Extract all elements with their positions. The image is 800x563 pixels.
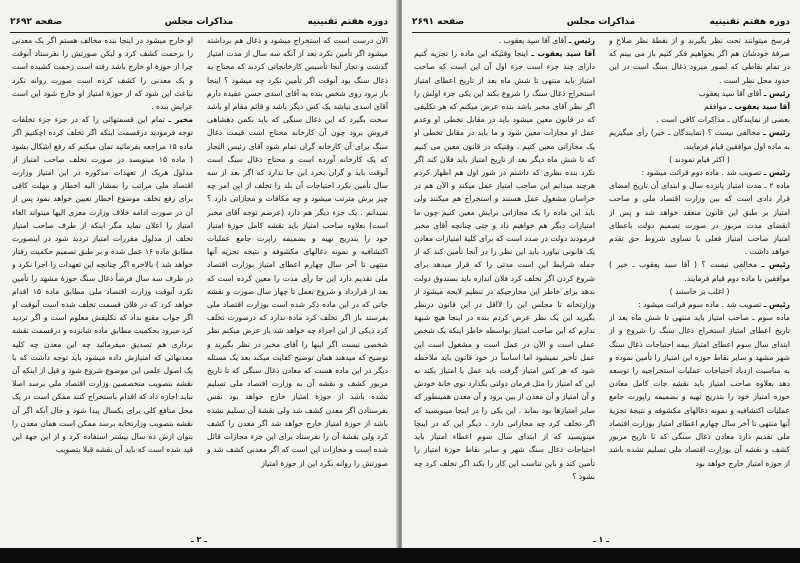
page-title: مذاکرات مجلس: [566, 17, 636, 27]
paragraph: [12, 113, 193, 456]
vote-result: ( اغلب بر خاستند ): [669, 286, 730, 296]
right-page: [402, 0, 800, 548]
right-page-header: [412, 14, 790, 33]
paragraph: [609, 100, 790, 113]
page-number-label: صفحه ۲۶۹۱: [412, 17, 465, 27]
session-label: دوره هفتم تقنینیه: [307, 17, 388, 27]
column-right: [207, 34, 388, 530]
scan-bottom-edge: [0, 548, 800, 563]
speech-text: اینجا وقتیکه این ماده را تجزیه کنیم دارای چند جزء است جزء اول آن این است که صاحب امتیاز باید منتهی تا شش ماه بعد از تاریخ اعطای امتیاز استخراج ذغال سنگ را شروع بکند این یکی جزء اولش را اگر نظر آقای مخبر باشد بنده عرض میکنم که هر تکلیفی که در قانون معین میشود باید در مقابل تخطی او وعدم عمل او مجازات معین شود و ما باید در مقابل تخطی او یک مجازاتی معین کنیم ، وقتیکه در قانون معین می کنیم که تا شش ماه دیگر بعد از تاریخ امتیاز باید فلان کند اگر نکرد بنده نظری که داشتم در شور اول هم اظهار کردم هرچند میدانم این صاحب امتیاز عمل میکند و الآن هم در خراسان مشغول عمل هستند و استخراج هم میکنند ولی باید این ماده را یک مجازاتی برایش معین کنیم چون ما امتیازات دیگر هم خواهیم داد و حتی چنانچه آقای مخبر فرمودند دولت در صدد است که برای کلیهٔ امتیازات معادن یک قانونی بیاورد باید این نظر را در آنجا تأمین کند که از جمله شرایط این است مدتی را که قرار میدهد برای شروع کردن اگر تخلف کرد فلان اندازه باید بصندوق دولت بدهد برای خاطر این مخارجیکه در تنظیم لایحه میشود از وزارتخانه تا مجلس این را لااقل در این قانون درنظر بگیرید این یک نظر عرض کردم بنده در اینجا هیچ شبههٔ ندارم که این صاحب امتیاز بواسطه خاطر اینکه یک شخص عملی است و الآن در عمل است و مشغول است این عمل تأخیر نمیشود اما اساساً در خود قانون باید ملاحظه شود که هر کس امتیاز گرفت باید عمل با امتیاز بکند نه این که امتیاز را مثل فرمان دولتی بگذارد توی خانهٔ خودش و آن امتیاز و آن معدن از بین برود و آن معدن همینطور که سایر امتیازها بود بماند . این یکی را در اینجا مینویسید که اگر تخلف کرد چه مجازاتی دارد . دیگر این که در اینجا مینویسید که از ابتدای سال سوم اعطاء امتیاز باید احتیاجات ذغال سنگ شهر و سایر نقاط حوزهٔ امتیاز را تأمین کند و باین تناسب این کار را بکند اگر تخلف کرد چه بشود ؟: [414, 49, 595, 481]
paragraph: [609, 126, 790, 152]
speaker-name: آقا سید یعقوب ـ: [729, 102, 790, 112]
column-right: [609, 34, 790, 530]
paragraph: او خارج میشود در اینجا بنده مخالف هستم اگر یک معدنی را بزحمت کشف کرد و لیکن صورتش را نفرستاد آنوقت چرا از حوزهٔ او خارج باشد رفته است زحمت کشیده است و یک معدنی را کشف کرده است صورت روانه نکرد نباعث این شود که از حوزهٔ امتیاز او خارج شود این است عرایض بنده .: [12, 36, 193, 112]
speaker-name: رئیس ـ: [763, 168, 790, 178]
speaker-name: رئیس ـ: [568, 36, 595, 45]
paragraph: [609, 258, 790, 284]
speaker-name: رئیس ـ: [761, 260, 790, 270]
speaker-name: آقا سید یعقوب ـ: [531, 49, 595, 59]
speaker-name: رئیس ـ: [763, 88, 790, 98]
speech-text: تصویب شد . ماده دوم قرائت میشود :: [641, 168, 762, 178]
paragraph: [414, 34, 595, 47]
page-footer-number: ـ ۲ ـ: [191, 535, 207, 544]
paragraph: فرسخ میتوانند تحت نظر بگیرند و از نقطهٔ نظر صلاح و صرفهٔ خودشان هم اگر بخواهیم فکر کنیم باز می بینم که در تمام نقاطی که لصور میرود ذغال سنگ است در این حدود محل نظر است .: [609, 36, 790, 85]
speech-text: آقای آقا سید یعقوب .: [498, 36, 567, 45]
page-number-label: صفحه ۲۶۹۲: [10, 17, 63, 27]
speech-text: مخالفی نیست ؟ ( آقا سید یعقوب ـ خیر ) موافقین با ماده دوم قیام فرمایند.: [609, 260, 790, 283]
left-page-header: [10, 14, 388, 33]
page-title: مذاکرات مجلس: [164, 17, 234, 27]
article-text: ماده سوم ـ صاحب امتیاز باید منتهی تا شش ماه بعد از تاریخ اعطای امتیاز استخراج ذغال سنگ را شروع و از ابتدای سال سوم اعطای امتیاز بیمه احتیاجات ذغال سنگ شهر مشهد و سایر نقاط حوزه این امتیاز را تأمین نموده و به مناسبت ازدیاد احتیاجات عملیات استخراجیه را توسعه دهد بعلاوه صاحب امتیاز باید نقشه جات کامل معادن حوزه امتیاز خود را بتدریج تهیه و بضمیمه راپورت جامع عملیات اکتشافیه و نمونه ذغالهای مکشوفه و نتیجهٔ تجزیهٔ آنها منتهی تا آخر سال چهارم اعطای امتیاز بوزارت اقتصاد ملی تقدیم دارد معادن ذغال سنگی که تا تاریخ مزبور کشف و نقشه آن بوزارت اقتصاد ملی تسلیم نشده باشد از حوزه امتیاز خارج خواهد بود: [609, 313, 790, 468]
right-page-columns: [414, 34, 790, 530]
paragraph: [609, 166, 790, 179]
speech-text: موافقم: [704, 102, 727, 112]
paragraph: [609, 298, 790, 311]
session-label: دوره هفتم تقنینیه: [709, 17, 790, 27]
left-page-columns: [12, 34, 388, 530]
paragraph: الآن درست است که استخراج میشود و ذغال هم برداشته میشود اگر تأمین نکرد بعد از آنکه سه سال از مدت امتیاز گذشت و تجار آنجا تأسیس کارخانجاتی کردند که محتاج به ذغال سنگ بود آنوقت اگر تأمین نکرد چه میشود ؟ اینجا باز نرود روی شخص بنده به آقای اسدی حسن عقیده دارم آقای اسدی نباشد یک کس دیگر باشد و قائم مقام او باشد سخت بگیرد که این ذغال سنگی که باید بکمن دهشاهی فروش برود چون آن کارخانه محتاج است قیمت ذغال سنگ برای آن کارخانه گران تمام شود آقای رئیس التجار که یک کارخانه آورده است و محتاج ذغال سنگ است آنوقت باید و گران بخرد این جا ندارد که اگر بعد از سه سال تأمین نکرد احتیاجات آن بلد را تخلف از این امر چه چیز برش مترتب میشود و چه مکافات و مجازاتی دارد ؟ نمیدانم . یک جزء دیگر هم دارد (عرضم توجه آقای مخبر است) بعلاوه صاحب امتیاز باید نقشه کامل حوزهٔ امتیاز خود را بتدریج تهیه و بضمیمه راپرت جامع عملیات اکتشافیه و نمونه ذغالهای مکشوفه و نتیجه تجزیه آنها منتهی تا آخر سال چهارم اعطای امتیاز بوزارت اقتصاد ملی تقدیم دارد این جا رأی مدت را معین کرده است که بعد از قرارداد و شروع بعمل تا چهار سال صورت و نقشه جاتی که در این ماده ذکر شده است بوزارت اقتصاد ملی بفرستد باز اگر تخلف کرد مادهٔ ندارد که درصورت تخلف کرد ذیکی از این اجزاء چه خواهد شد باز عرض میکنم نظر شخصی نیست اگر اینها را آقای مخبر در نظر بگیرند و توضیح که میدهند همان توضیح کفایت میکند بعد یک مسئله دیگر در این ماده هست که معادن ذغال سنگی که تا تاریخ مزبور کشف و نقشه آن به وزارت اقتصاد ملی تسلیم نشده باشد از حوزهٔ امتیاز خارج خواهد بود نقس نفرستادن اگر معدن کشف شد ولی نقشهٔ آن تسلیم نشده باشد از حوزهٔ امتیاز خارج خواهد شد اگر معدن را کشف کرد ولی نقشهٔ آن را نفرستاد برای این جزء مجازات قائل شده است و مجازات این است که اگر معدنی کشف شد و صورتش را روانه نکرد این از حوزهٔ امتیاز: [207, 36, 388, 468]
speaker-name: رئیس ـ: [763, 128, 790, 138]
speech-text: تمام این قسمتهائی را که در جزء جزء تخلفات توجه فرمودید درقسمت اینکه اگر تخلف کرده اچکنیم اگر ماده ۱۵ مراجعه بفرمائید تمان میکنم که رفع اشکال بشود ( ماده ۱۵ مینویسد در صورت تخلف صاحب امتیاز از مدلول هریک از تعهدات مذکوره در این امتیاز وزارت اقتصاد ملی مراتب را بمشار الیه اخطار و مهلت کافی برای رفع تخلف موضوع اخطار تعیین خواهد نمود پس از آن در صورت ادامه خلاف وزارت معزی الیها میتواند الغاء امتیاز را اعلان نماید مگر اینکه از طرف صاحب امتیاز تخلف از مدلول مقررات امتیاز تردید شود در اینصورت مطابق ماده ۱۶ عمل شده و بر طبق تصمیم حکمیت رفتار خواهد شد ) بالاخره اگر چنانچه این تعهدات را اجرا نکرد و در ظرف سه سال فرضاً ذغال سنگ حوزهٔ مشهد را تأمین نکرد آنوقت وزارت اقتصاد ملی مطابق ماده ۱۵ اقدام خواهد کرد که در فلان قسمت تخلف شده است آنوقت او اگر جواب مقنع نداد که تکلیفش معلوم است و اگر تردید کرد میرود بحکمیت مطابق ماده شانزده و درقسمت نقشه برداری هم تصدیق میفرمائید چه این معدن چه کلیه معدنهائی که امتیازش داده میشود باید توجه داشت که با یک اصول علمی این موضوع شروع شود و قبل از اینکه آن نقشه بتصویب متخصصین وزارت اقتصاد ملی برسد اصلا نباید اجازه داد که اقدام باستخراج کنند ممکن است در یک محل منافع کلی برای یکسال پیدا شود و حال آنکه اگر آن نقشه بتصویب وزارتخانه برسد ممکن است همان معدن را بتوان ازش ده سال بیشتر استفاده کرد و از این جهة این قید شده است که باید آن نقشه قبلا بتصویب: [12, 115, 193, 455]
column-left: [12, 34, 193, 530]
speech-text: تصویب شد . ماده سوم قرائت میشود :: [638, 300, 762, 310]
page-footer-number: ـ ۱ ـ: [593, 535, 609, 544]
vote-result: ( اکثر قیام نمودند ): [669, 154, 730, 164]
article-text: ماده ۲ ـ مدت امتیاز پانزده سال و ابتدای آن تاریخ امضای قرار دادی است که بین وزارت اقتصاد ملی و صاحب امتیاز بر طبق این قانون منعقد خواهد شد و پس از انقضای مدت مزبور در صورت تصمیم دولت باعطای امتیاز صاحب امتیاز فعلی با تساوی شروط حق تقدم خواهد داشت .: [609, 181, 790, 257]
paragraph: [609, 87, 790, 100]
paragraph: بعضی از نمایندگان ـ مذاکرات کافی است .: [656, 115, 790, 125]
paragraph: [414, 47, 595, 483]
speech-text: مخالفی نیست ؟ (نمایندگان ـ خیر) رأی میگیریم به ماده اول موافقین قیام فرمایند.: [609, 128, 790, 151]
speech-text: آقای آقا سید یعقوب: [698, 88, 762, 98]
column-left: [414, 34, 595, 530]
left-page: [0, 0, 398, 548]
speaker-name: رئیس ـ: [763, 300, 790, 310]
speaker-name: مخبر ـ: [168, 115, 193, 125]
